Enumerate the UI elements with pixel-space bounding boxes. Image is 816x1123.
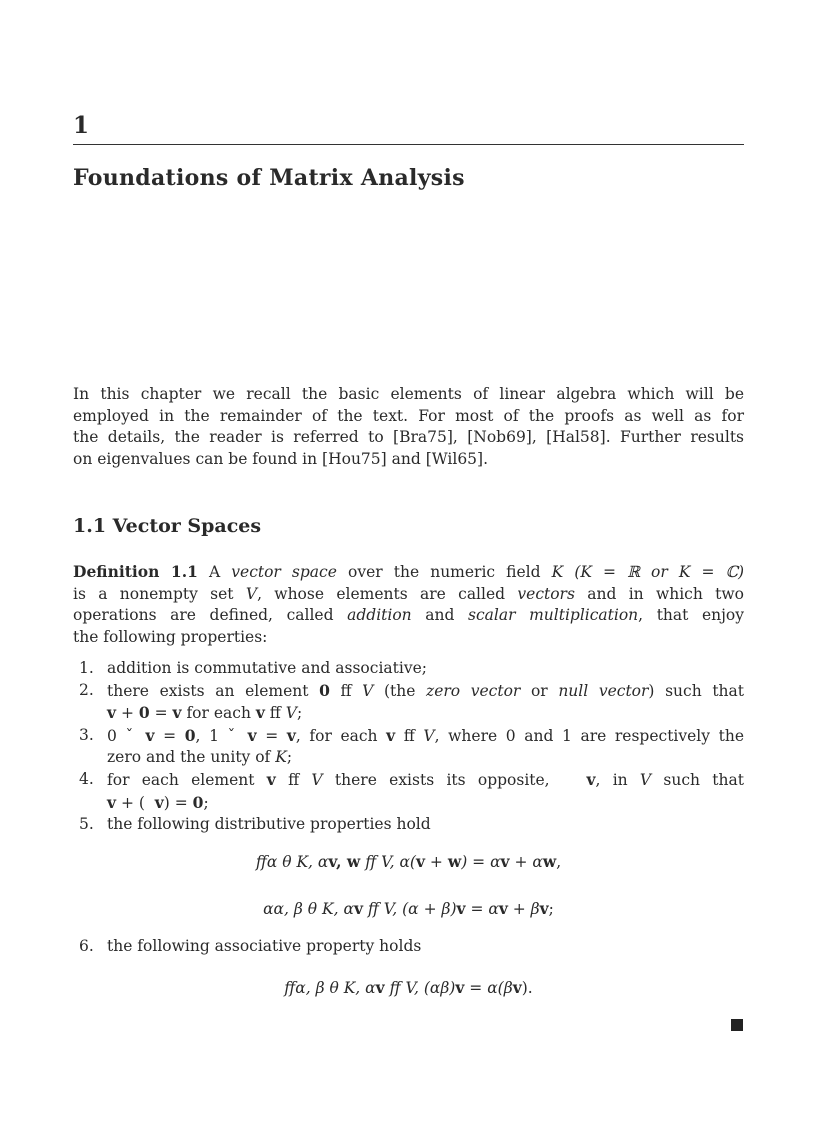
text: ) such that bbox=[648, 681, 744, 700]
item-number: 2. bbox=[79, 680, 94, 699]
math-bold: w bbox=[542, 852, 557, 871]
math-V: V bbox=[311, 770, 323, 789]
intro-line: employed in the remainder of the text. For most of the proofs as well as for bbox=[73, 406, 744, 425]
definition-line bbox=[73, 561, 744, 584]
text: over the numeric field bbox=[336, 563, 552, 581]
text: ff bbox=[264, 704, 286, 723]
math: = α(β bbox=[464, 979, 513, 997]
math-v: v bbox=[255, 703, 265, 723]
math: + β bbox=[507, 900, 540, 918]
math-v: v bbox=[266, 769, 276, 789]
text: , for each bbox=[295, 726, 387, 745]
text: + ( bbox=[116, 793, 155, 812]
item-line: the following distributive properties hold bbox=[107, 815, 431, 834]
text: + bbox=[116, 704, 139, 723]
list-item bbox=[73, 680, 744, 725]
math-v: v bbox=[172, 703, 182, 723]
term-zero-vector: zero vector bbox=[426, 681, 521, 700]
text: or bbox=[520, 681, 559, 700]
section-title: 1.1 Vector Spaces bbox=[73, 515, 262, 537]
math: ff V, (αβ) bbox=[384, 979, 456, 997]
definition-paragraph bbox=[73, 561, 744, 648]
item-number: 6. bbox=[79, 937, 94, 955]
text: such that bbox=[651, 770, 744, 789]
item-line: the following associative property holds bbox=[107, 937, 422, 955]
text: for each bbox=[181, 704, 256, 723]
equation-distributive-2 bbox=[73, 898, 744, 921]
math-v: v bbox=[145, 725, 155, 745]
text: ff bbox=[329, 681, 363, 700]
math: + α bbox=[509, 853, 543, 871]
math-K: K bbox=[275, 748, 287, 767]
text: and in which two bbox=[574, 584, 744, 603]
item-line bbox=[107, 769, 744, 792]
math-v: v bbox=[154, 792, 164, 812]
math: + bbox=[425, 853, 448, 871]
chapter-number: 1 bbox=[73, 112, 90, 139]
math-zero: 0 bbox=[138, 703, 150, 723]
text: operations are defined, called bbox=[73, 606, 348, 625]
math-zero: 0 bbox=[319, 680, 330, 700]
math: ) = α bbox=[461, 853, 501, 871]
item-line: addition is commutative and associative; bbox=[107, 659, 427, 677]
text: (the bbox=[373, 681, 427, 700]
math-bold: v bbox=[353, 899, 363, 918]
equation-associative bbox=[73, 977, 744, 1000]
list-item bbox=[73, 814, 744, 836]
math-zero: 0 bbox=[192, 792, 204, 812]
math-v: v bbox=[247, 725, 257, 745]
item-line bbox=[107, 747, 744, 769]
item-line bbox=[107, 680, 744, 703]
text: ) = bbox=[163, 793, 193, 812]
text: ff bbox=[395, 726, 424, 745]
math-V: V bbox=[423, 726, 435, 745]
term-vector-space: vector space bbox=[231, 563, 337, 581]
text: , 1 ˇ bbox=[195, 726, 248, 745]
definition-line: the following properties: bbox=[73, 627, 268, 646]
equation-distributive-1 bbox=[73, 851, 744, 874]
list-item bbox=[73, 725, 744, 769]
chapter-title: Foundations of Matrix Analysis bbox=[73, 165, 465, 191]
math-V: V bbox=[245, 584, 258, 603]
item-number: 3. bbox=[79, 725, 94, 744]
math-bold: w bbox=[447, 852, 462, 871]
math-bold: v bbox=[455, 978, 465, 997]
intro-line: In this chapter we recall the basic elements of linear algebra which will be bbox=[73, 385, 744, 403]
definition-line bbox=[73, 605, 744, 627]
term-vectors: vectors bbox=[517, 584, 575, 603]
item-number: 1. bbox=[79, 659, 94, 677]
math: , bbox=[556, 853, 562, 871]
property-list-continued bbox=[73, 936, 744, 958]
math-bold: v bbox=[512, 978, 522, 997]
text: zero and the unity of bbox=[107, 748, 276, 767]
text: ; bbox=[296, 704, 303, 723]
page bbox=[73, 0, 744, 1123]
list-item bbox=[73, 658, 744, 680]
end-of-definition-square-icon bbox=[731, 1019, 743, 1031]
math-v: v bbox=[107, 703, 117, 723]
text: there exists an element bbox=[107, 681, 320, 700]
math: ). bbox=[521, 979, 533, 997]
math: ; bbox=[548, 900, 554, 918]
text: , in bbox=[595, 770, 640, 789]
text: is a nonempty set bbox=[73, 584, 246, 603]
math-v: v bbox=[286, 725, 296, 745]
math: ffα, β θ K, α bbox=[284, 979, 376, 997]
term-null-vector: null vector bbox=[558, 681, 649, 700]
text: for each element bbox=[107, 770, 267, 789]
math: = α bbox=[465, 900, 499, 918]
math-zero: 0 bbox=[184, 725, 196, 745]
math-bold: v bbox=[500, 852, 510, 871]
text: there exists its opposite, bbox=[322, 770, 587, 789]
math: ff V, (α + β) bbox=[362, 900, 457, 918]
field-expression: K (K = ℝ or K = ℂ) bbox=[551, 563, 744, 581]
term-scalar-multiplication: scalar multiplication bbox=[468, 606, 639, 625]
property-list bbox=[73, 658, 744, 836]
item-line bbox=[107, 725, 744, 748]
text: ; bbox=[286, 748, 293, 767]
math-v: v bbox=[586, 769, 596, 789]
text: = bbox=[149, 704, 173, 723]
intro-paragraph bbox=[73, 384, 744, 470]
math: αα, β θ K, α bbox=[263, 900, 354, 918]
math-bold: v bbox=[456, 899, 466, 918]
definition-line bbox=[73, 584, 744, 606]
text: and bbox=[411, 606, 468, 625]
chapter-rule bbox=[73, 144, 744, 145]
text: A bbox=[197, 563, 232, 581]
math-bold: v bbox=[539, 899, 549, 918]
math-bold: v bbox=[415, 852, 425, 871]
intro-line: the details, the reader is referred to [Bra75], [Nob69], [Hal58]. Further results bbox=[73, 428, 744, 447]
text: ff bbox=[275, 770, 312, 789]
list-item bbox=[73, 769, 744, 814]
text: , where 0 and 1 are respectively the bbox=[434, 726, 745, 745]
text: , whose elements are called bbox=[257, 584, 518, 603]
list-item bbox=[73, 936, 744, 958]
item-number: 4. bbox=[79, 769, 94, 788]
math: ffα θ K, α bbox=[255, 853, 329, 871]
math: ff V, α( bbox=[360, 853, 416, 871]
math-bold: v bbox=[498, 899, 508, 918]
intro-line: on eigenvalues can be found in [Hou75] and [Wil65]. bbox=[73, 449, 489, 468]
math-bold: v, w bbox=[328, 852, 361, 871]
text: , that enjoy bbox=[638, 606, 745, 625]
text: = bbox=[256, 726, 287, 745]
item-line bbox=[107, 792, 744, 815]
text: = bbox=[154, 726, 185, 745]
math-V: V bbox=[362, 681, 374, 700]
math-V: V bbox=[639, 770, 652, 789]
math-V: V bbox=[285, 704, 297, 723]
term-addition: addition bbox=[347, 606, 412, 625]
definition-label: Definition 1.1 bbox=[73, 562, 198, 581]
math-v: v bbox=[386, 725, 396, 745]
math-v: v bbox=[107, 792, 117, 812]
text: ; bbox=[203, 793, 209, 812]
item-number: 5. bbox=[79, 815, 94, 834]
item-line bbox=[107, 702, 744, 725]
text: 0 ˇ bbox=[107, 726, 146, 745]
math-bold: v bbox=[375, 978, 385, 997]
